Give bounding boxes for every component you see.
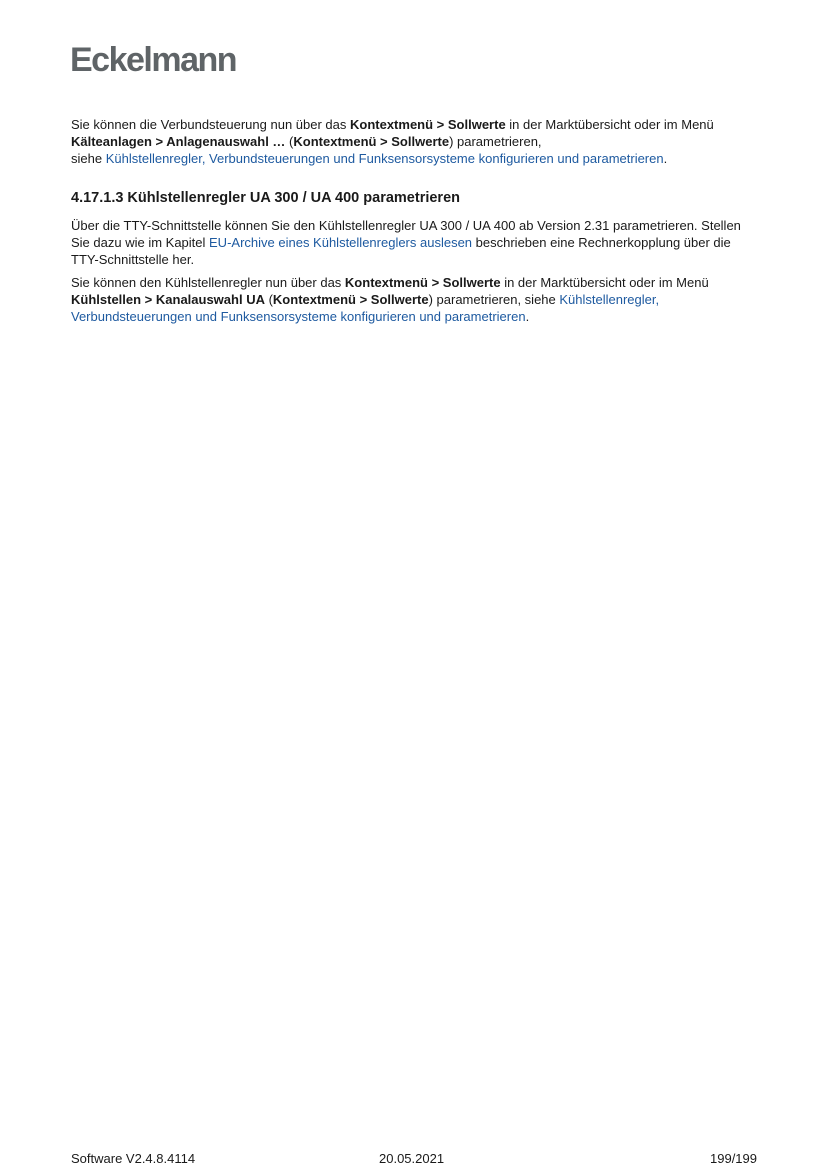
- document-body: [71, 116, 761, 331]
- text: (: [285, 134, 294, 149]
- text: ) parametrieren, siehe: [428, 292, 560, 307]
- paragraph-tty-schnittstelle: [71, 217, 761, 268]
- footer-software-version: Software V2.4.8.4114: [71, 1151, 196, 1166]
- text: in der Marktübersicht oder im Menü: [505, 117, 714, 132]
- page-footer: [71, 1150, 757, 1167]
- menu-path: Kontextmenü > Sollwerte: [344, 275, 501, 290]
- menu-path: Kühlstellen > Kanalauswahl UA: [71, 292, 265, 307]
- text: .: [663, 151, 668, 166]
- text: Über die TTY-Schnittstelle können Sie den Kühlstellenregler UA 300 / UA 400 ab Version 2.31 parametrieren. Stellen Sie dazu wie im Kapitel: [71, 218, 741, 250]
- text: siehe: [71, 151, 106, 166]
- menu-path: Kontextmenü > Sollwerte: [350, 117, 506, 132]
- menu-path: Kontextmenü > Sollwerte: [272, 292, 429, 307]
- text: in der Marktübersicht oder im Menü: [500, 275, 709, 290]
- link-konfigurieren-parametrieren[interactable]: Kühlstellenregler, Verbundsteuerungen und Funksensorsysteme konfigurieren und parametrieren: [105, 151, 664, 166]
- section-heading: 4.17.1.3 Kühlstellenregler UA 300 / UA 400 parametrieren: [71, 190, 460, 206]
- text: (: [264, 292, 273, 307]
- text: beschrieben eine Rechnerkopplung über die TTY-Schnittstelle her.: [71, 235, 731, 267]
- text: .: [525, 309, 530, 324]
- footer-page-number: 199/199: [710, 1151, 757, 1166]
- paragraph-kuehlstellenregler: [71, 274, 761, 325]
- link-konfigurieren-parametrieren[interactable]: Kühlstellenregler, Verbundsteuerungen und Funksensorsysteme konfigurieren und parametrieren: [71, 292, 660, 324]
- text: ) parametrieren,: [449, 134, 542, 149]
- menu-path: Kontextmenü > Sollwerte: [293, 134, 450, 149]
- text: Sie können die Verbundsteuerung nun über das: [71, 117, 350, 132]
- menu-path: Kälteanlagen > Anlagenauswahl …: [71, 134, 286, 149]
- link-eu-archive[interactable]: EU-Archive eines Kühlstellenreglers auslesen: [209, 235, 473, 250]
- eckelmann-logo: Eckelmann: [70, 41, 237, 79]
- paragraph-verbundsteuerung: [71, 116, 761, 167]
- text: Sie können den Kühlstellenregler nun über das: [71, 275, 345, 290]
- footer-date: 20.05.2021: [379, 1151, 445, 1166]
